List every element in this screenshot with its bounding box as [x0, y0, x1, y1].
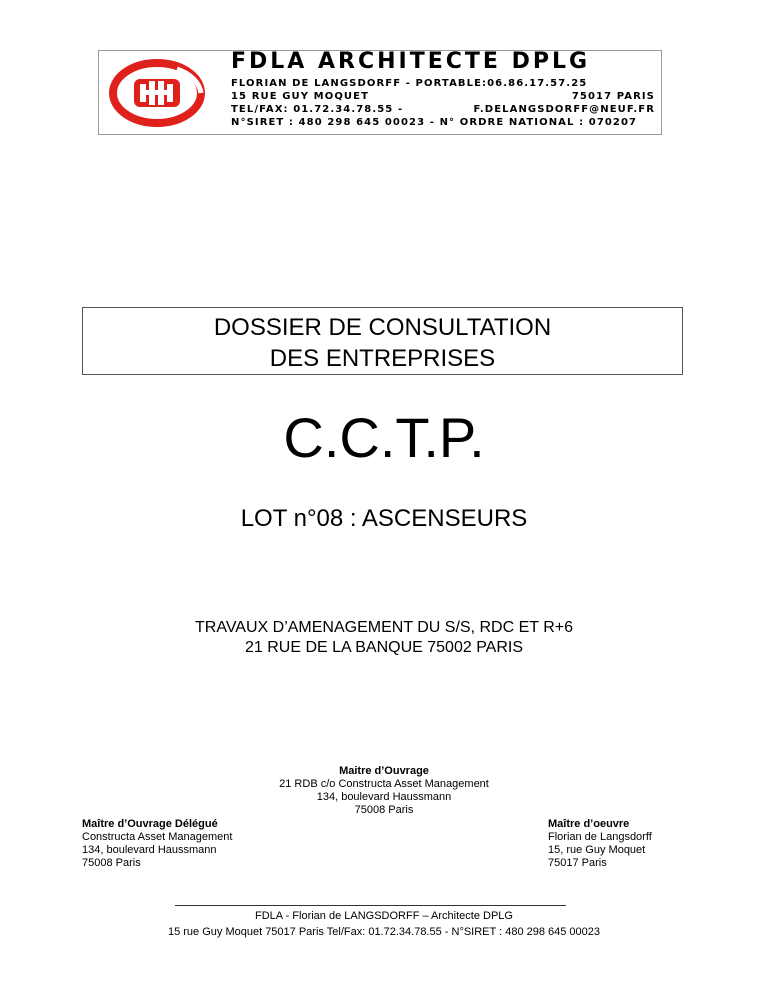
- letterhead-street: 15 RUE GUY MOQUET: [231, 91, 370, 102]
- fdla-logo-icon: [107, 57, 207, 129]
- maitre-ouvrage-heading: Maitre d’Ouvrage: [339, 765, 429, 777]
- footer-divider: [175, 905, 566, 906]
- maitre-ouvrage-line: 134, boulevard Haussmann: [316, 791, 452, 803]
- letterhead-line: [231, 103, 661, 116]
- maitre-ouvrage-line: 21 RDB c/o Constructa Asset Management: [279, 778, 489, 790]
- maitre-oeuvre-line: 15, rue Guy Moquet: [548, 844, 646, 856]
- maitre-ouvrage-block: [0, 765, 768, 817]
- letterhead-city: 75017 PARIS: [571, 91, 655, 102]
- dossier-consultation-box: [82, 307, 683, 375]
- letterhead-line: [231, 116, 661, 129]
- dossier-line-1: DOSSIER DE CONSULTATION: [213, 314, 552, 341]
- footer-line-1: FDLA - Florian de LANGSDORFF – Architecte DPLG: [255, 910, 513, 922]
- letterhead-line: [231, 77, 661, 90]
- dossier-line-2: DES ENTREPRISES: [269, 345, 496, 372]
- letterhead-line: [231, 90, 661, 103]
- lot-title: LOT n°08 : ASCENSEURS: [240, 505, 528, 532]
- page-footer: [0, 908, 768, 940]
- letterhead-name-phone: FLORIAN DE LANGSDORFF - PORTABLE:06.86.17.57.25: [231, 78, 588, 89]
- maitre-ouvrage-delegue-heading: Maître d’Ouvrage Délégué: [82, 818, 218, 830]
- maitre-ouvrage-line: 75008 Paris: [354, 804, 414, 816]
- document-type-title: C.C.T.P.: [283, 406, 485, 469]
- maitre-ouvrage-delegue-line: Constructa Asset Management: [82, 831, 233, 843]
- maitre-oeuvre-heading: Maître d’oeuvre: [548, 818, 630, 830]
- letterhead-email: F.DELANGSDORFF@NEUF.FR: [473, 104, 655, 115]
- maitre-ouvrage-delegue-line: 75008 Paris: [82, 857, 141, 869]
- travaux-address: 21 RUE DE LA BANQUE 75002 PARIS: [244, 639, 524, 656]
- maitre-ouvrage-delegue-block: [82, 818, 232, 870]
- maitre-oeuvre-line: 75017 Paris: [548, 857, 607, 869]
- travaux-description: [0, 618, 768, 658]
- letterhead: [98, 50, 662, 135]
- maitre-oeuvre-block: [548, 818, 652, 870]
- travaux-line-1: TRAVAUX D’AMENAGEMENT DU S/S, RDC ET R+6: [195, 619, 573, 636]
- maitre-oeuvre-line: Florian de Langsdorff: [548, 831, 652, 843]
- maitre-ouvrage-delegue-line: 134, boulevard Haussmann: [82, 844, 217, 856]
- letterhead-telfax: TEL/FAX: 01.72.34.78.55 -: [231, 104, 404, 115]
- letterhead-siret: N°SIRET : 480 298 645 00023 - N° ORDRE NATIONAL : 070207: [231, 117, 638, 128]
- letterhead-title: FDLA ARCHITECTE DPLG: [231, 49, 591, 74]
- letterhead-text: [231, 51, 661, 129]
- footer-line-2: 15 rue Guy Moquet 75017 Paris Tel/Fax: 01.72.34.78.55 - N°SIRET : 480 298 645 00023: [167, 926, 601, 938]
